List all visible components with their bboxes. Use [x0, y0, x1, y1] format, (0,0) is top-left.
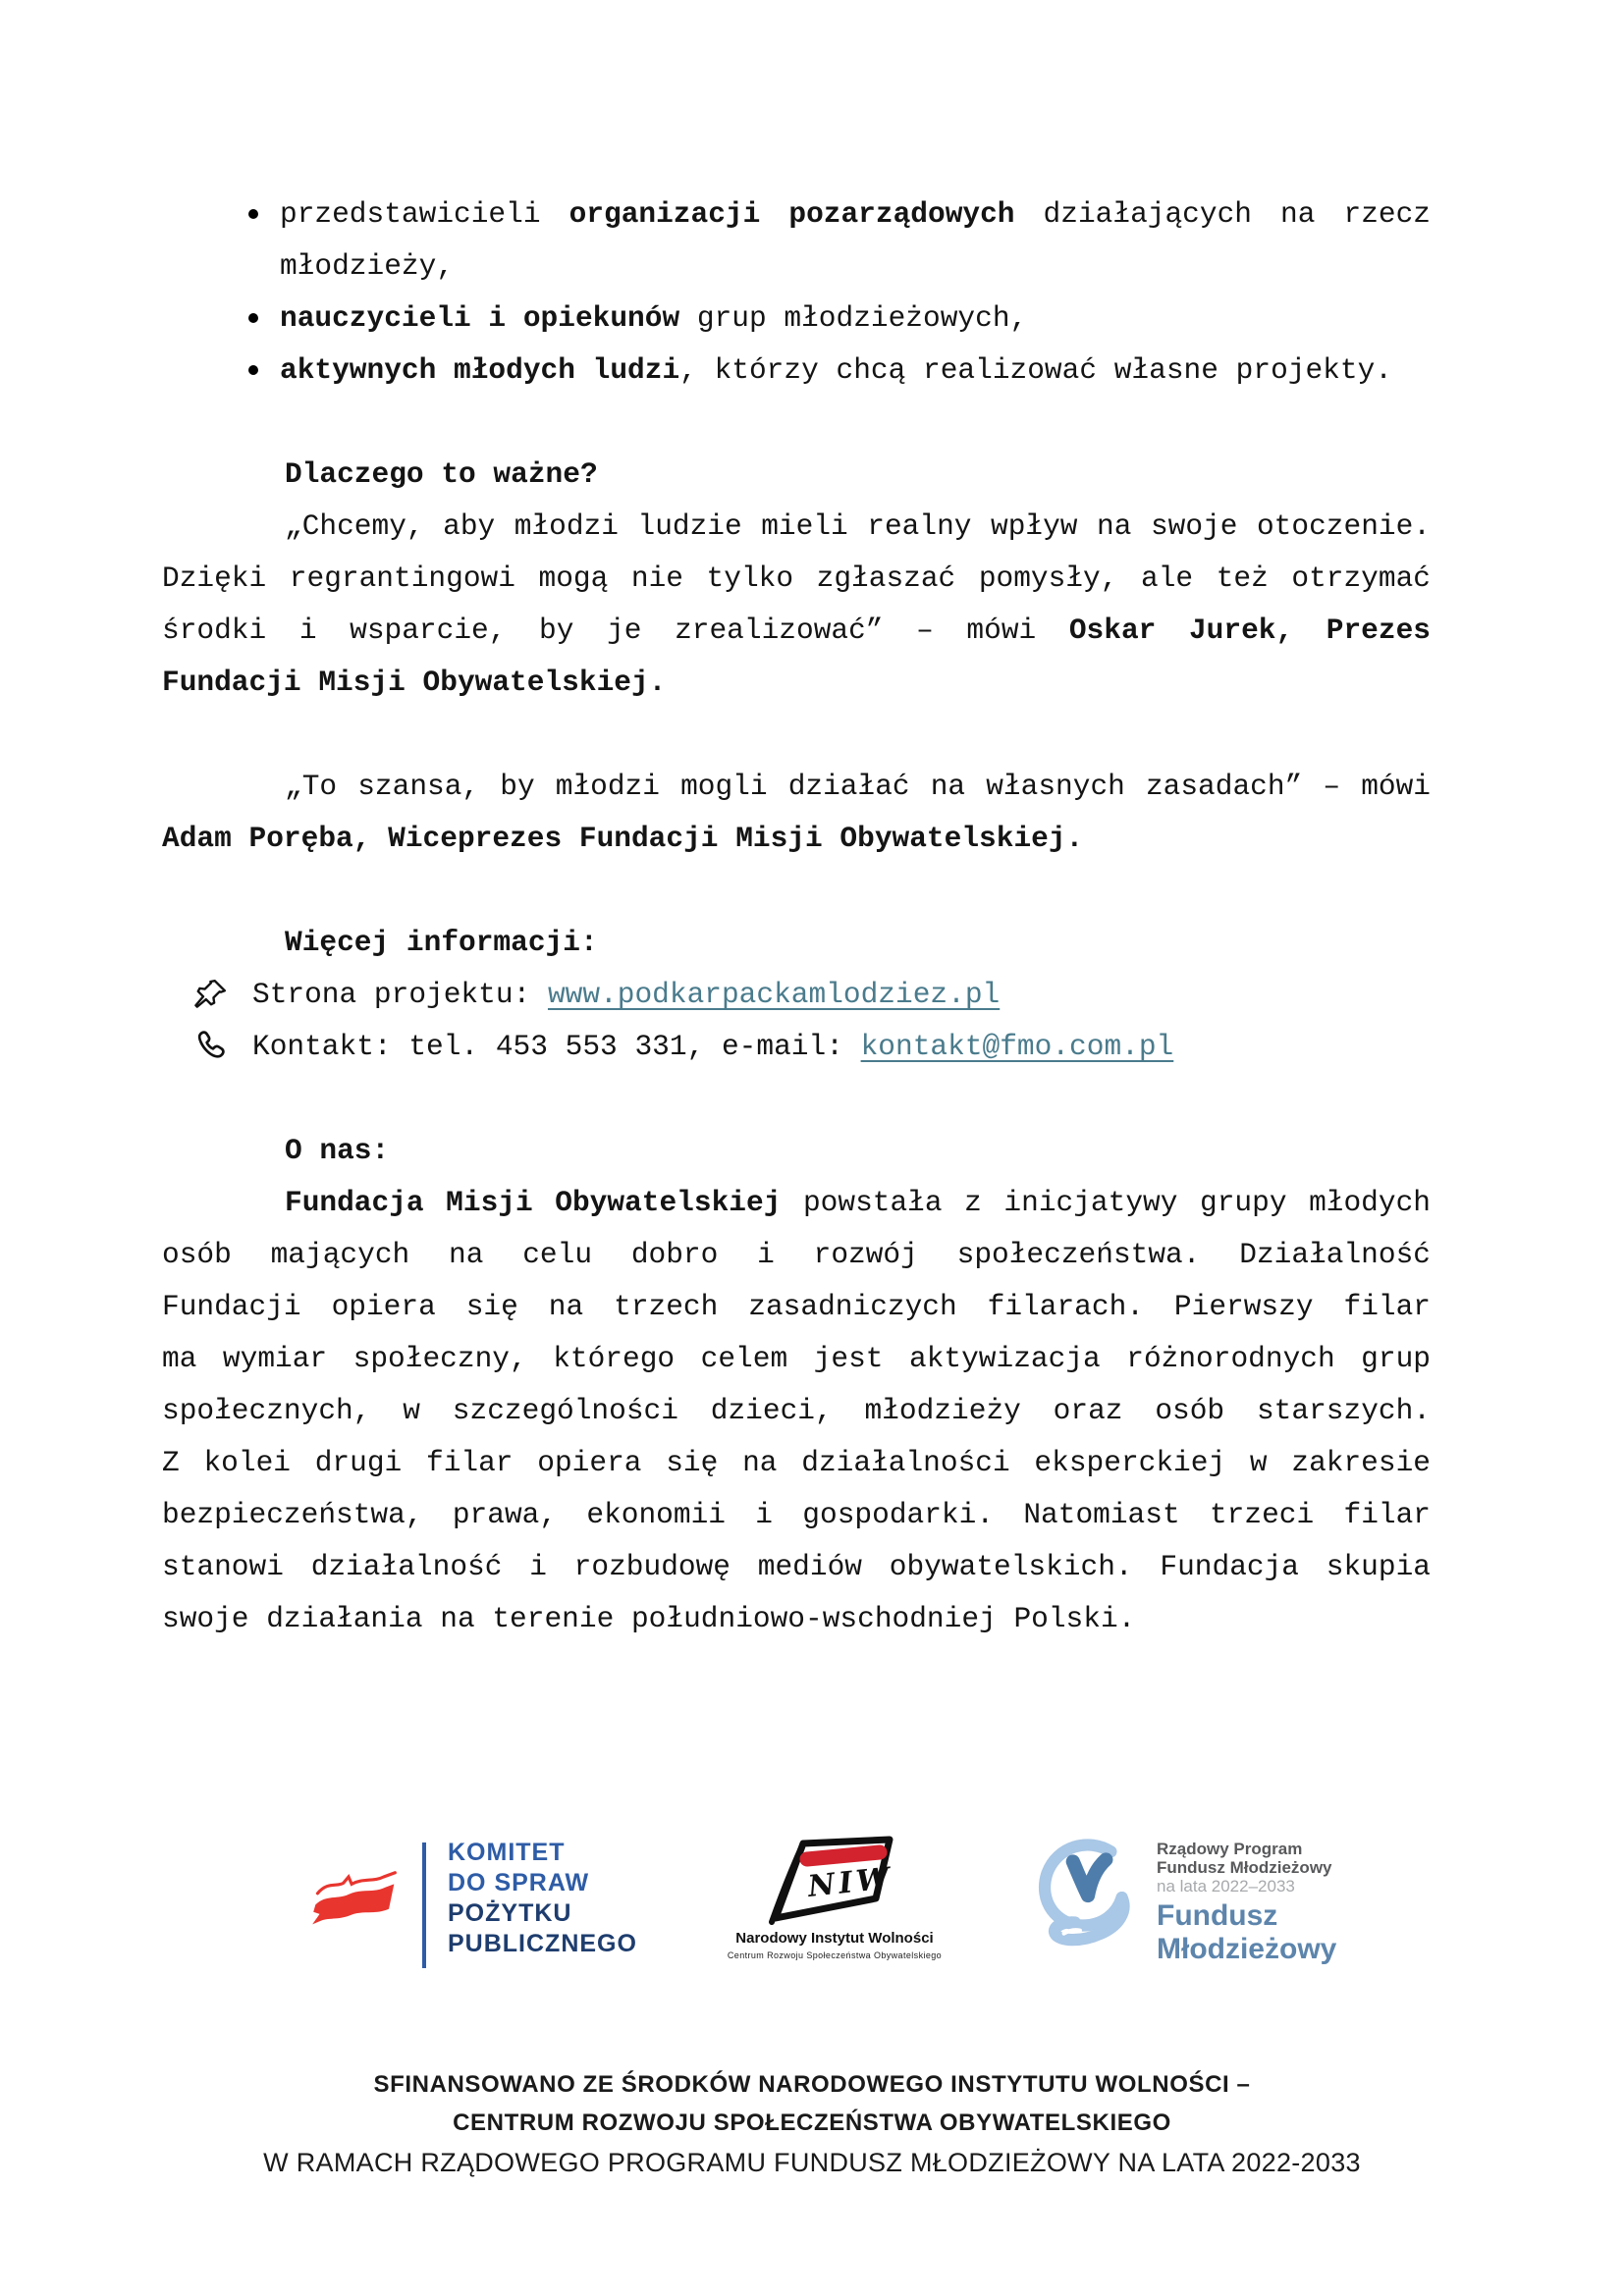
text-line: swoje działania na terenie południowo-wschodniej Polski. [162, 1602, 1136, 1635]
phone-icon [191, 1029, 229, 1066]
document-body [162, 188, 1431, 1645]
fundusz-title-line: Fundusz [1157, 1899, 1278, 1932]
text-line: młodzieży, [280, 249, 455, 283]
section-heading-info: Więcej informacji: [285, 926, 598, 959]
text-line: Adam Poręba, Wiceprezes Fundacji Misji Obywatelskiej. [162, 822, 1084, 855]
niw-name: Narodowy Instytut Wolności [735, 1930, 934, 1947]
niw-logo [717, 1826, 952, 1983]
fundusz-checkmark-icon [1031, 1834, 1141, 1958]
footer-line: W RAMACH RZĄDOWEGO PROGRAMU FUNDUSZ MŁODZIEŻOWY NA LATA 2022-2033 [263, 2148, 1361, 2177]
text-line: „To szansa, by młodzi mogli działać na własnych zasadach” – mówi [285, 770, 1431, 803]
text-line: stanowi działalność i rozbudowę mediów obywatelskich. Fundacja skupia [162, 1550, 1431, 1583]
komitet-line: POŻYTKU [448, 1899, 572, 1927]
fundusz-title-line: Młodzieżowy [1157, 1933, 1337, 1965]
fundusz-program-line: Rządowy Program [1157, 1840, 1303, 1858]
section-heading-about: O nas: [285, 1134, 390, 1167]
contact-line [162, 1021, 1431, 1073]
komitet-line: KOMITET [448, 1839, 566, 1866]
project-site-line [162, 969, 1431, 1021]
fundusz-program-line: Fundusz Młodzieżowy [1157, 1858, 1332, 1877]
funding-footer [0, 2065, 1624, 2181]
text-line: Dzięki regrantingowi mogą nie tylko zgłaszać pomysły, ale też otrzymać [162, 561, 1431, 595]
komitet-line: PUBLICZNEGO [448, 1930, 637, 1957]
about-paragraph [162, 1177, 1431, 1645]
bullet-item [162, 188, 1431, 293]
text-line: bezpieczeństwa, prawa, ekonomii i gospodarki. Natomiast trzeci filar [162, 1498, 1431, 1531]
komitet-logo [304, 1834, 697, 1981]
pushpin-icon [191, 977, 229, 1014]
text-line: ma wymiar społeczny, którego celem jest aktywizacja różnorodnych grup [162, 1342, 1431, 1375]
fundusz-logo-text [1157, 1840, 1337, 1965]
logo-strip [0, 1826, 1624, 1983]
fundusz-mlodziezowy-logo [1031, 1832, 1443, 1979]
text-line: Z kolei drugi filar opiera się na działalności eksperckiej w zakresie [162, 1446, 1431, 1479]
blank-line [162, 1073, 1431, 1125]
komitet-logo-text [448, 1838, 637, 1959]
project-site-link[interactable]: www.podkarpackamlodziez.pl [547, 978, 1001, 1011]
text-line: „Chcemy, aby młodzi ludzie mieli realny wpływ na swoje otoczenie. [285, 509, 1431, 543]
footer-line: SFINANSOWANO ZE ŚRODKÓW NARODOWEGO INSTYTUTU WOLNOŚCI – [373, 2071, 1251, 2098]
niw-flag-icon [764, 1834, 901, 1933]
text-line: Fundacji Misji Obywatelskiej. [162, 666, 667, 699]
project-site-label: Strona projektu: [252, 978, 548, 1011]
text-line: Fundacji opiera się na trzech zasadniczych filarach. Pierwszy filar [162, 1290, 1431, 1323]
svg-text:NIW: NIW [806, 1861, 895, 1904]
komitet-line: DO SPRAW [448, 1869, 590, 1896]
fundusz-years-line: na lata 2022–2033 [1157, 1877, 1295, 1896]
text-line: społecznych, w szczególności dzieci, młodzieży oraz osób starszych. [162, 1394, 1431, 1427]
contact-label: Kontakt: tel. 453 553 331, e-mail: [252, 1030, 861, 1063]
bullet-item [162, 345, 1431, 397]
logo-divider [422, 1842, 426, 1968]
blank-line [162, 397, 1431, 449]
text-line: nauczycieli i opiekunów grup młodzieżowych, [280, 301, 1028, 335]
text-line: aktywnych młodych ludzi, którzy chcą realizować własne projekty. [280, 353, 1392, 387]
section-heading-why: Dlaczego to ważne? [285, 457, 598, 491]
text-line: przedstawicieli organizacji pozarządowych działających na rzecz [280, 197, 1432, 231]
footer-line: CENTRUM ROZWOJU SPOŁECZEŃSTWA OBYWATELSKIEGO [453, 2109, 1171, 2136]
text-line: osób mających na celu dobro i rozwój społeczeństwa. Działalność [162, 1238, 1431, 1271]
bullet-item [162, 293, 1431, 345]
blank-line [162, 865, 1431, 917]
contact-email-link[interactable]: kontakt@fmo.com.pl [860, 1030, 1174, 1063]
text-line: Fundacja Misji Obywatelskiej powstała z inicjatywy grupy młodych [285, 1186, 1431, 1219]
blank-line [162, 709, 1431, 761]
polish-flag-icon [309, 1865, 407, 1933]
quote-paragraph [162, 761, 1431, 865]
niw-subtitle: Centrum Rozwoju Społeczeństwa Obywatelskiego [727, 1950, 943, 1960]
quote-paragraph [162, 501, 1431, 709]
text-line: środki i wsparcie, by je zrealizować” – mówi Oskar Jurek, Prezes [162, 614, 1431, 647]
